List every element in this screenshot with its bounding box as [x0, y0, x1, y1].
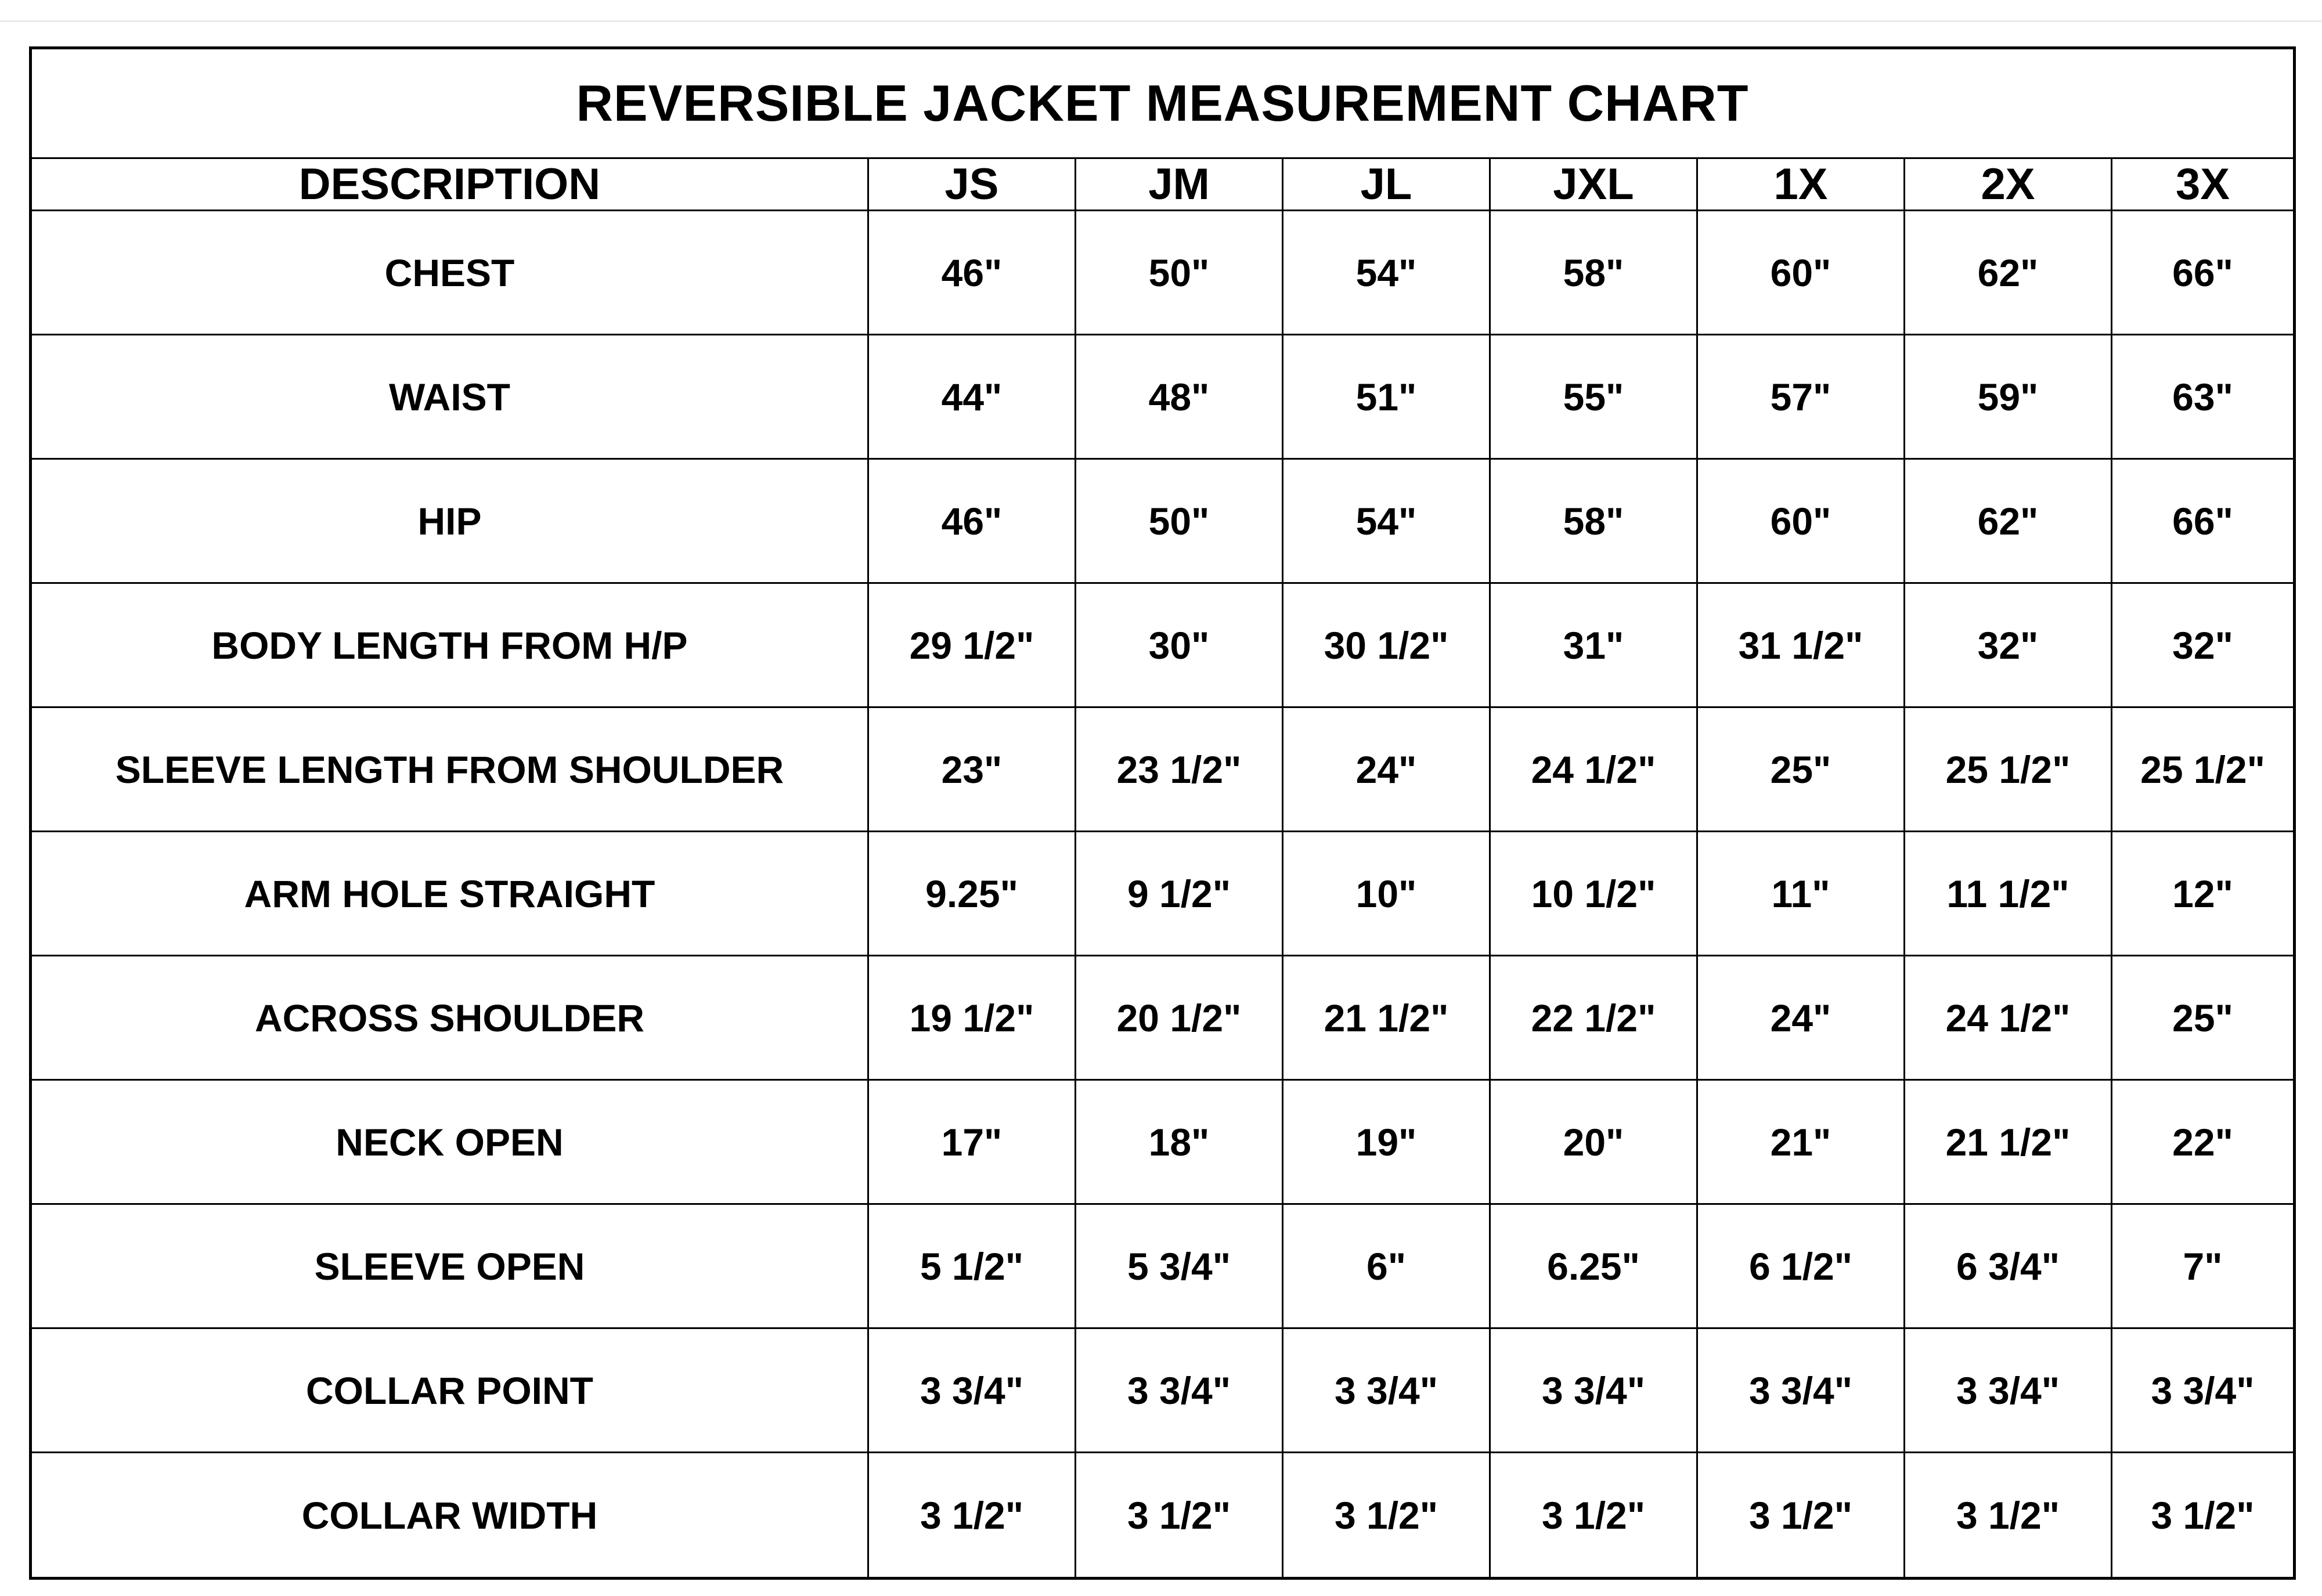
- value-cell: 63": [2112, 335, 2295, 459]
- value-cell: 58": [1490, 211, 1697, 335]
- header-cell-jl: JL: [1283, 158, 1490, 211]
- value-cell: 11 1/2": [1905, 832, 2112, 956]
- value-cell: 30 1/2": [1283, 583, 1490, 707]
- value-cell: 3 1/2": [1697, 1453, 1905, 1579]
- value-cell: 12": [2112, 832, 2295, 956]
- header-cell-jm: JM: [1076, 158, 1283, 211]
- value-cell: 3 3/4": [1490, 1328, 1697, 1453]
- value-cell: 57": [1697, 335, 1905, 459]
- header-cell-js: JS: [868, 158, 1076, 211]
- value-cell: 3 3/4": [2112, 1328, 2295, 1453]
- row-label: WAIST: [31, 335, 868, 459]
- value-cell: 23": [868, 707, 1076, 832]
- value-cell: 3 3/4": [868, 1328, 1076, 1453]
- value-cell: 50": [1076, 459, 1283, 583]
- value-cell: 20 1/2": [1076, 956, 1283, 1080]
- value-cell: 59": [1905, 335, 2112, 459]
- value-cell: 21 1/2": [1283, 956, 1490, 1080]
- header-cell-2x: 2X: [1905, 158, 2112, 211]
- row-label: ACROSS SHOULDER: [31, 956, 868, 1080]
- chart-title: REVERSIBLE JACKET MEASUREMENT CHART: [31, 48, 2295, 158]
- table-row: [31, 211, 2295, 335]
- header-cell-description: DESCRIPTION: [31, 158, 868, 211]
- value-cell: 51": [1283, 335, 1490, 459]
- value-cell: 19": [1283, 1080, 1490, 1204]
- table-body: [31, 211, 2295, 1579]
- row-label: COLLAR WIDTH: [31, 1453, 868, 1579]
- value-cell: 3 3/4": [1283, 1328, 1490, 1453]
- value-cell: 24 1/2": [1490, 707, 1697, 832]
- value-cell: 62": [1905, 211, 2112, 335]
- value-cell: 19 1/2": [868, 956, 1076, 1080]
- value-cell: 18": [1076, 1080, 1283, 1204]
- row-label: ARM HOLE STRAIGHT: [31, 832, 868, 956]
- value-cell: 24": [1697, 956, 1905, 1080]
- value-cell: 32": [2112, 583, 2295, 707]
- value-cell: 10 1/2": [1490, 832, 1697, 956]
- value-cell: 22 1/2": [1490, 956, 1697, 1080]
- value-cell: 6 1/2": [1697, 1204, 1905, 1328]
- value-cell: 25 1/2": [1905, 707, 2112, 832]
- value-cell: 30": [1076, 583, 1283, 707]
- table-row: [31, 459, 2295, 583]
- value-cell: 3 1/2": [1905, 1453, 2112, 1579]
- value-cell: 3 1/2": [1490, 1453, 1697, 1579]
- table-row: [31, 1204, 2295, 1328]
- table-row: [31, 832, 2295, 956]
- header-cell-1x: 1X: [1697, 158, 1905, 211]
- value-cell: 3 1/2": [868, 1453, 1076, 1579]
- value-cell: 58": [1490, 459, 1697, 583]
- row-label: HIP: [31, 459, 868, 583]
- value-cell: 46": [868, 211, 1076, 335]
- value-cell: 24 1/2": [1905, 956, 2112, 1080]
- value-cell: 21": [1697, 1080, 1905, 1204]
- value-cell: 3 1/2": [1076, 1453, 1283, 1579]
- value-cell: 7": [2112, 1204, 2295, 1328]
- value-cell: 54": [1283, 211, 1490, 335]
- row-label: NECK OPEN: [31, 1080, 868, 1204]
- value-cell: 11": [1697, 832, 1905, 956]
- row-label: SLEEVE LENGTH FROM SHOULDER: [31, 707, 868, 832]
- value-cell: 25": [1697, 707, 1905, 832]
- value-cell: 29 1/2": [868, 583, 1076, 707]
- value-cell: 54": [1283, 459, 1490, 583]
- table-row: [31, 956, 2295, 1080]
- table-row: [31, 1080, 2295, 1204]
- table-row: [31, 707, 2295, 832]
- value-cell: 20": [1490, 1080, 1697, 1204]
- header-cell-3x: 3X: [2112, 158, 2295, 211]
- value-cell: 32": [1905, 583, 2112, 707]
- value-cell: 25": [2112, 956, 2295, 1080]
- row-label: SLEEVE OPEN: [31, 1204, 868, 1328]
- header-row: [31, 158, 2295, 211]
- value-cell: 9.25": [868, 832, 1076, 956]
- table-row: [31, 1328, 2295, 1453]
- value-cell: 24": [1283, 707, 1490, 832]
- value-cell: 3 1/2": [1283, 1453, 1490, 1579]
- value-cell: 44": [868, 335, 1076, 459]
- table-row: [31, 583, 2295, 707]
- value-cell: 6 3/4": [1905, 1204, 2112, 1328]
- value-cell: 46": [868, 459, 1076, 583]
- value-cell: 48": [1076, 335, 1283, 459]
- value-cell: 66": [2112, 459, 2295, 583]
- value-cell: 3 3/4": [1076, 1328, 1283, 1453]
- page-top-divider: [0, 20, 2322, 22]
- value-cell: 25 1/2": [2112, 707, 2295, 832]
- row-label: COLLAR POINT: [31, 1328, 868, 1453]
- value-cell: 31": [1490, 583, 1697, 707]
- row-label: BODY LENGTH FROM H/P: [31, 583, 868, 707]
- value-cell: 66": [2112, 211, 2295, 335]
- table-row: [31, 1453, 2295, 1579]
- value-cell: 6": [1283, 1204, 1490, 1328]
- value-cell: 9 1/2": [1076, 832, 1283, 956]
- value-cell: 55": [1490, 335, 1697, 459]
- measurement-table: [29, 46, 2296, 1580]
- value-cell: 5 1/2": [868, 1204, 1076, 1328]
- value-cell: 60": [1697, 459, 1905, 583]
- header-cell-jxl: JXL: [1490, 158, 1697, 211]
- value-cell: 3 3/4": [1905, 1328, 2112, 1453]
- value-cell: 60": [1697, 211, 1905, 335]
- value-cell: 3 3/4": [1697, 1328, 1905, 1453]
- value-cell: 22": [2112, 1080, 2295, 1204]
- value-cell: 3 1/2": [2112, 1453, 2295, 1579]
- value-cell: 50": [1076, 211, 1283, 335]
- value-cell: 21 1/2": [1905, 1080, 2112, 1204]
- value-cell: 23 1/2": [1076, 707, 1283, 832]
- value-cell: 6.25": [1490, 1204, 1697, 1328]
- row-label: CHEST: [31, 211, 868, 335]
- value-cell: 10": [1283, 832, 1490, 956]
- table-row: [31, 335, 2295, 459]
- title-row: [31, 48, 2295, 158]
- value-cell: 62": [1905, 459, 2112, 583]
- value-cell: 31 1/2": [1697, 583, 1905, 707]
- value-cell: 17": [868, 1080, 1076, 1204]
- value-cell: 5 3/4": [1076, 1204, 1283, 1328]
